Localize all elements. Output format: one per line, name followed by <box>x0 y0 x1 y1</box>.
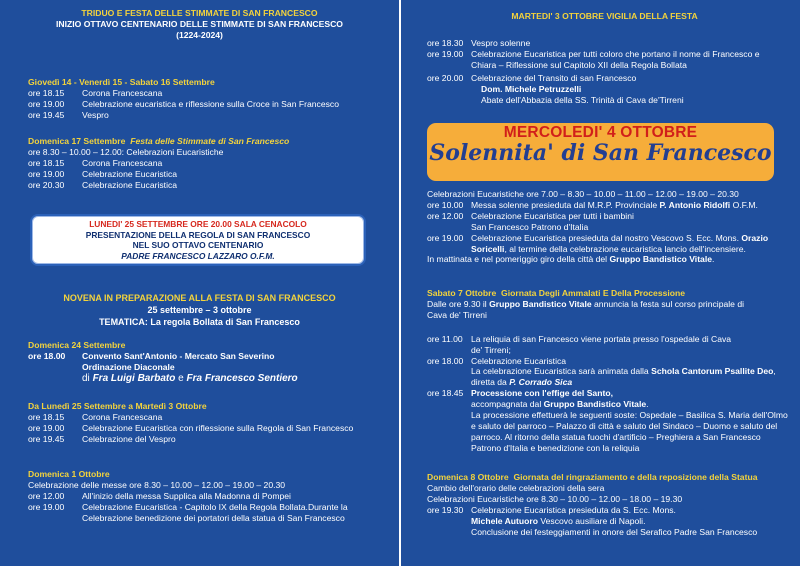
box-title: PRESENTAZIONE DELLA REGOLA DI SAN FRANCESCO <box>85 229 311 240</box>
mercoledi-section <box>427 189 789 265</box>
domenica17-line: ore 8.30 – 10.00 – 12.00: Celebrazioni Eucaristiche <box>28 146 224 157</box>
schedule-row: ore 12.00 Celebrazione Eucaristica per tutti i bambini San Francesco Patrono d'Italia <box>427 210 634 232</box>
box-subtitle: NEL SUO OTTAVO CENTENARIO <box>132 240 264 251</box>
domenica1-heading: Domenica 1 Ottobre <box>28 469 110 479</box>
header-title: TRIDUO E FESTA DELLE STIMMATE DI SAN FRANCESCO <box>81 8 318 18</box>
martedi-section <box>427 11 782 105</box>
novena-title: NOVENA IN PREPARAZIONE ALLA FESTA DI SAN FRANCESCO <box>63 293 336 303</box>
domenica8-heading: Domenica 8 Ottobre Giornata del ringraziamento e della reposizione della Statua <box>427 472 758 482</box>
solennita-banner <box>427 123 774 181</box>
mercoledi-footer: In mattinata e nel pomeriggio giro della città del Gruppo Bandistico Vitale. <box>427 254 715 265</box>
left-header <box>0 8 399 41</box>
ordination-names: di Fra Luigi Barbato e Fra Francesco Sentiero <box>82 372 298 384</box>
right-panel <box>401 0 800 566</box>
domenica8-section <box>427 472 789 537</box>
schedule-row: ore 12.00 All'inizio della messa Supplica alla Madonna di Pompei <box>28 490 291 501</box>
schedule-row: ore 18.00 Convento Sant'Antonio - Mercato San Severino <box>28 350 275 361</box>
schedule-row: ore 19.00 Celebrazione Eucaristica - Capitolo IX della Regola Bollata.Durante la Celebrazione benedizione dei portatori della statua di San Francesco <box>28 501 348 523</box>
mercoledi-line: Celebrazioni Eucaristiche ore 7.00 – 8.30 – 10.00 – 11.00 – 12.00 – 19.00 – 20.30 <box>427 189 739 199</box>
schedule-row: ore 19.30 Celebrazione Eucaristica presieduta da S. Ecc. Mons. Michele Autuoro Vescovo ausiliare di Napoli. Conclusione dei festeggiamenti in onore del Serafico Padre San Francesco <box>427 504 758 537</box>
schedule-row: ore 20.00 Celebrazione del Transito di san Francesco <box>427 72 637 83</box>
ordination-label: Ordinazione Diaconale <box>82 361 175 372</box>
domenica17-section <box>28 136 373 191</box>
schedule-row: ore 18.00 Celebrazione Eucaristica La celebrazione Eucaristica sarà animata dalla Schola Cantorum Psallite Deo, diretta da P. Corrado Sica <box>427 355 776 388</box>
domenica17-heading: Domenica 17 Settembre Festa delle Stimmate di San Francesco <box>28 136 290 146</box>
novena-dates: 25 settembre – 3 ottobre <box>147 304 252 315</box>
lunedi-section <box>28 401 373 445</box>
triduo-heading: Giovedì 14 - Venerdì 15 - Sabato 16 Settembre <box>28 77 215 87</box>
schedule-row: ore 19.00 Celebrazione Eucaristica <box>28 168 178 179</box>
domenica24-section <box>28 340 373 385</box>
box-date: LUNEDI' 25 SETTEMBRE ORE 20.00 SALA CENACOLO <box>89 219 307 229</box>
banner-title: Solennita' di San Francesco <box>429 139 772 166</box>
schedule-row: ore 20.30 Celebrazione Eucaristica <box>28 179 178 190</box>
schedule-row: ore 18.15 Corona Francescana <box>28 87 163 98</box>
celebrant-name: Dom. Michele Petruzzelli <box>481 83 582 94</box>
presentation-box <box>30 214 366 266</box>
domenica8-line1: Cambio dell'orario delle celebrazioni della sera <box>427 482 605 493</box>
sabato-intro: Dalle ore 9.30 il Gruppo Bandistico Vitale annuncia la festa sul corso principale di Cava de' Tirreni <box>427 298 745 320</box>
left-panel <box>0 0 399 566</box>
triduo-section <box>28 77 373 121</box>
schedule-row: ore 19.00 Celebrazione Eucaristica per tutti coloro che portano il nome di Francesco e Chiara – Riflessione sul Capitolo XII della Regola Bollata <box>427 48 760 70</box>
sabato-heading: Sabato 7 Ottobre Giornata Degli Ammalati E Della Processione <box>427 288 686 298</box>
schedule-row: ore 19.45 Celebrazione del Vespro <box>28 433 176 444</box>
schedule-row: ore 18.30 Vespro solenne <box>427 38 531 48</box>
domenica1-section <box>28 469 373 524</box>
domenica1-line: Celebrazione delle messe ore 8.30 – 10.00 – 12.00 – 19.00 – 20.30 <box>28 479 286 490</box>
domenica24-heading: Domenica 24 Settembre <box>28 340 126 350</box>
schedule-row: ore 19.00 Celebrazione Eucaristica presieduta dal nostro Vescovo S. Ecc. Mons. Orazio Soricelli, al termine della celebrazione eucaristica lancio dell'incensiere. <box>427 232 769 254</box>
schedule-row: ore 18.15 Corona Francescana <box>28 411 163 422</box>
novena-section <box>0 293 399 328</box>
header-years: (1224-2024) <box>176 29 223 40</box>
celebrant-role: Abate dell'Abbazia della SS. Trinità di Cava de'Tirreni <box>481 94 684 105</box>
novena-tematica: TEMATICA: La regola Bollata di San Francesco <box>99 316 300 327</box>
box-speaker: PADRE FRANCESCO LAZZARO O.F.M. <box>121 250 275 261</box>
header-subtitle: INIZIO OTTAVO CENTENARIO DELLE STIMMATE DI SAN FRANCESCO <box>56 18 343 29</box>
banner-date: MERCOLEDI' 4 OTTOBRE <box>503 124 698 141</box>
schedule-row: ore 19.00 Celebrazione Eucaristica con riflessione sulla Regola di San Francesco <box>28 422 354 433</box>
schedule-row: ore 10.00 Messa solenne presieduta dal M.R.P. Provinciale P. Antonio Ridolfi O.F.M. <box>427 199 758 210</box>
schedule-row: ore 19.00 Celebrazione eucaristica e riflessione sulla Croce in San Francesco <box>28 98 339 109</box>
schedule-row: ore 18.15 Corona Francescana <box>28 157 163 168</box>
schedule-row: ore 19.45 Vespro <box>28 109 109 120</box>
domenica8-line2: Celebrazioni Eucaristiche ore 8.30 – 10.00 – 12.00 – 18.00 – 19.30 <box>427 493 683 504</box>
sabato-section <box>427 288 789 454</box>
lunedi-heading: Da Lunedì 25 Settembre a Martedì 3 Ottobre <box>28 401 207 411</box>
schedule-row: ore 11.00 La reliquia di san Francesco viene portata presso l'ospedale di Cava de' Tirreni; <box>427 333 732 355</box>
martedi-heading: MARTEDI' 3 OTTOBRE VIGILIA DELLA FESTA <box>511 11 698 21</box>
schedule-row: ore 18.45 Processione con l'effige del Santo, accompagnata dal Gruppo Bandistico Vitale. La processione effettuerà le seguenti soste: Ospedale – Basilica S. Maria dell'Olmo e saluto del parroco – Palazzo di città e saluto del Sindaco – Duomo e saluto del parroco. Al ritorno della statua fuochi d'artificio – Preghiera a San Francesco Patrono d'Italia e benedizione con la reliquia <box>427 388 788 453</box>
